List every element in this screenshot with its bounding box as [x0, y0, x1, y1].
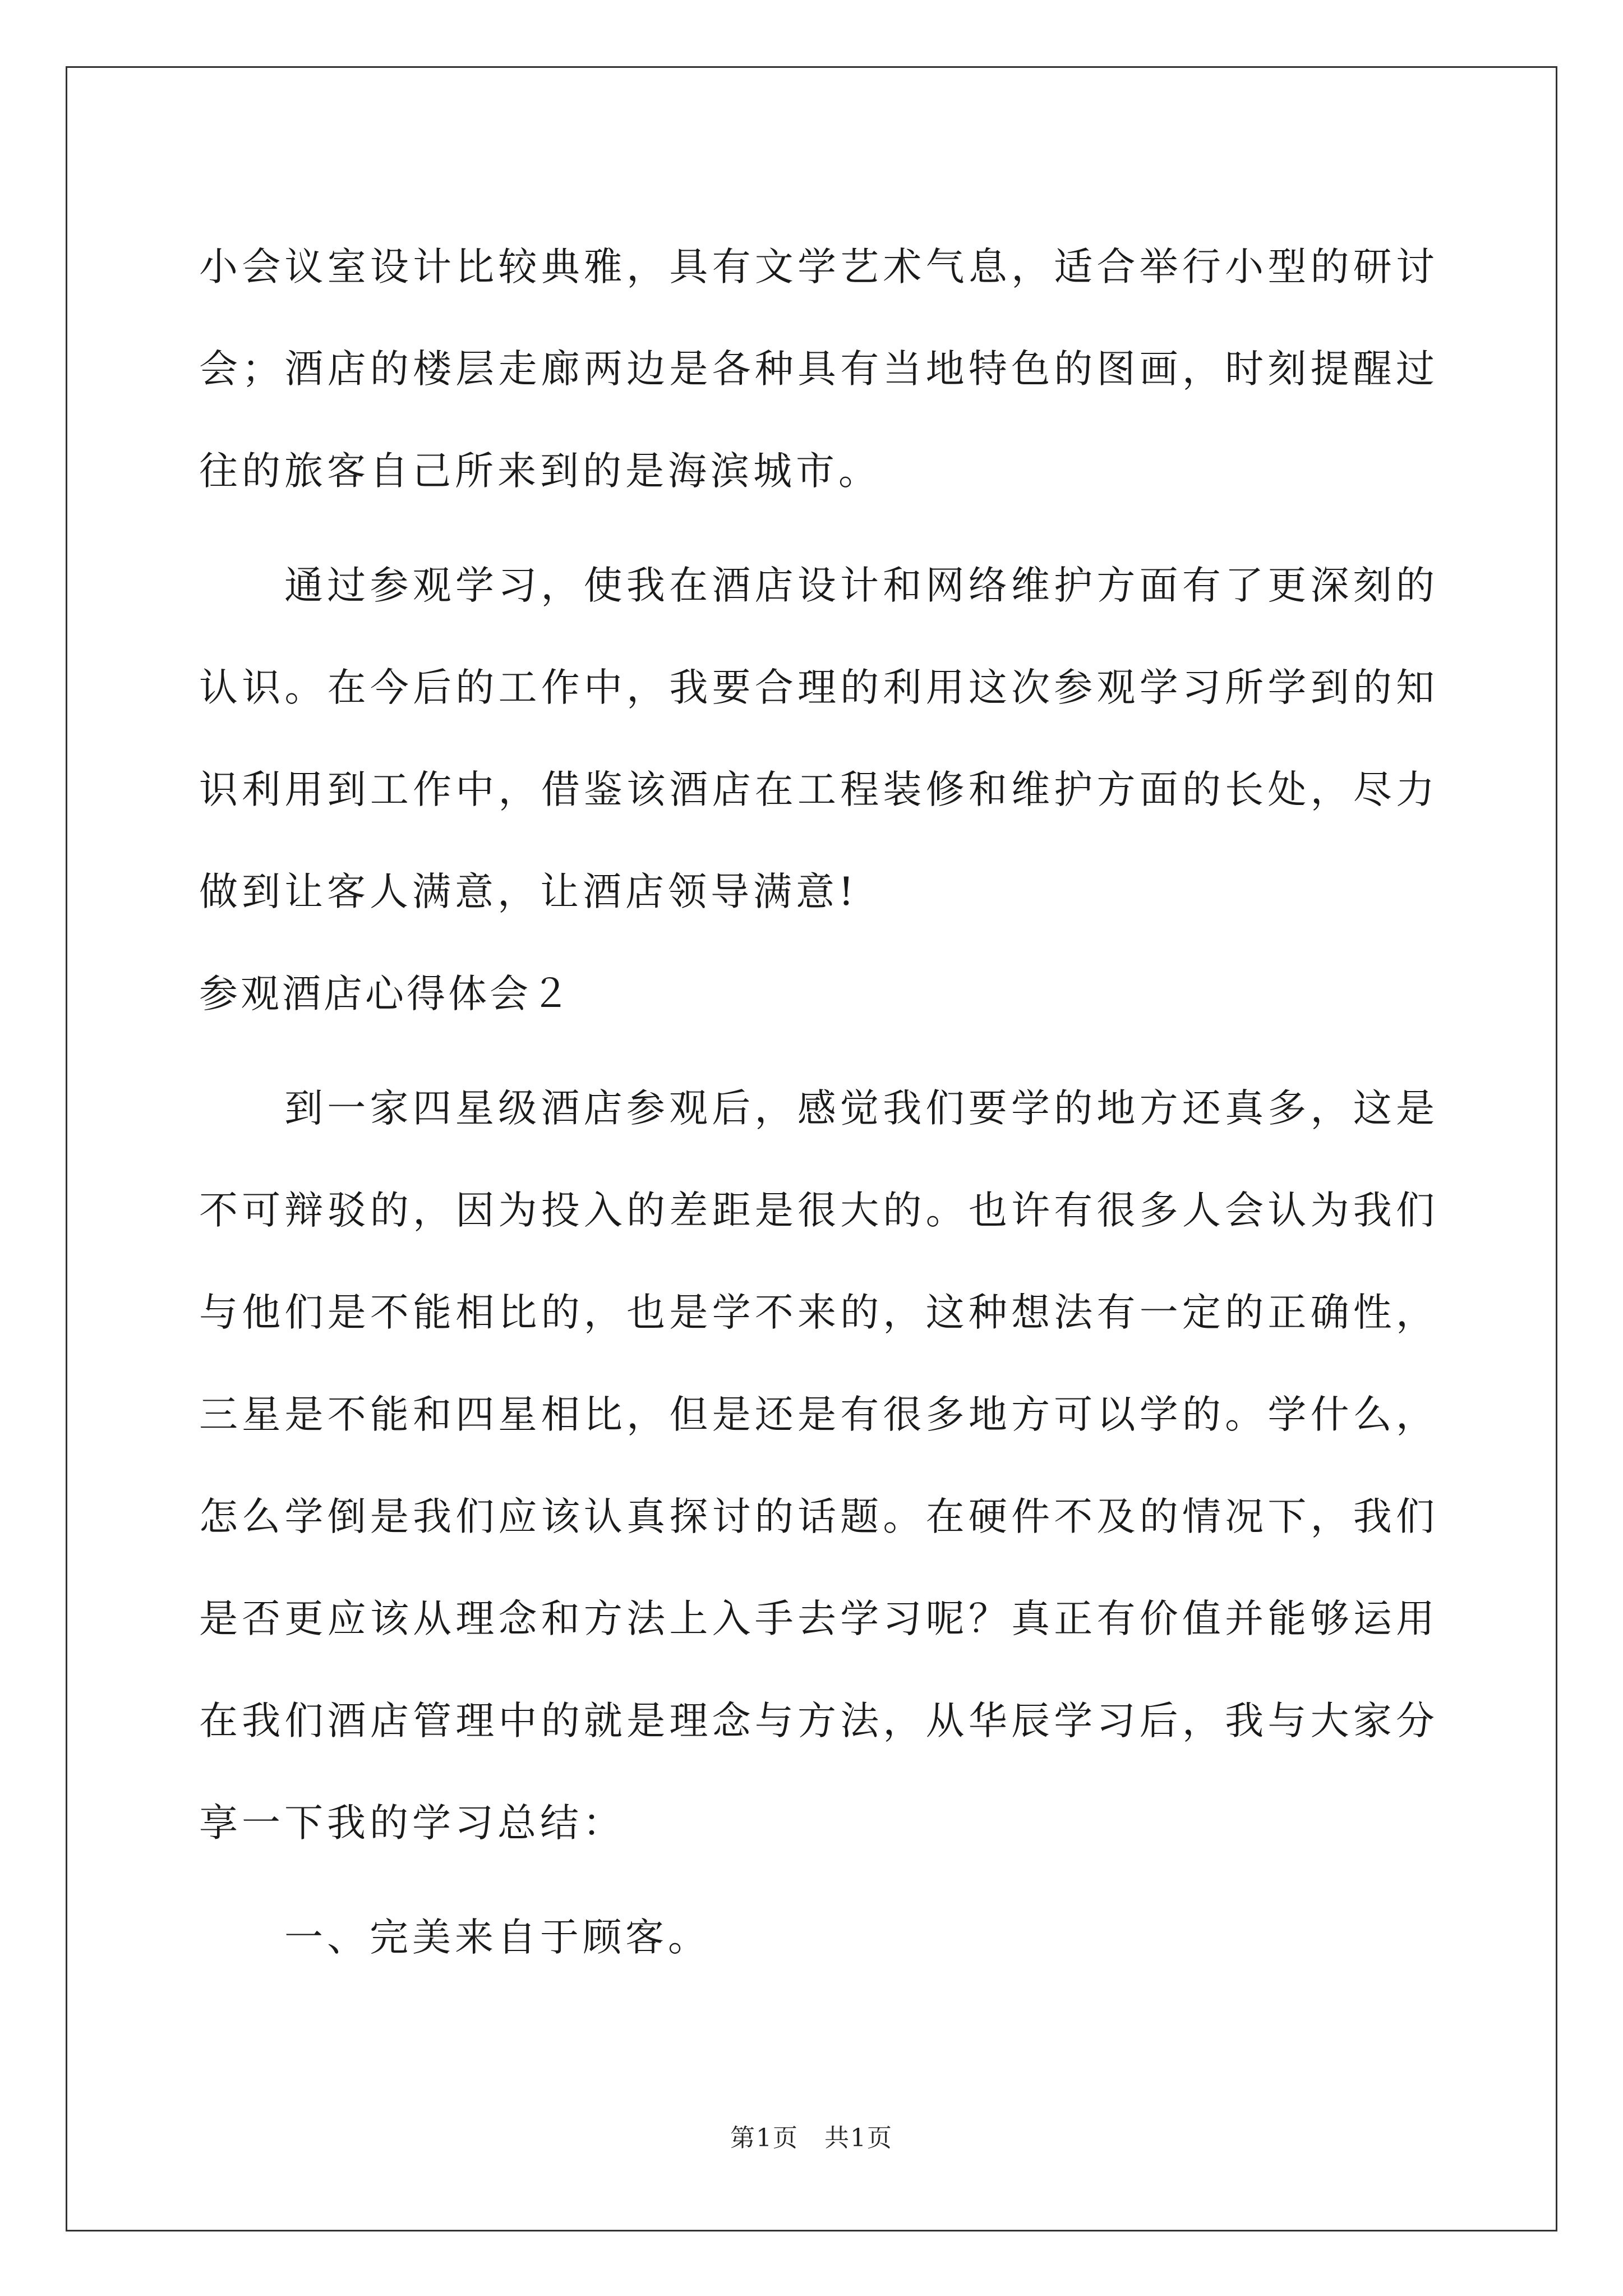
paragraph-gap [199, 522, 1438, 535]
paragraph-gap [199, 1045, 1438, 1057]
paragraph-1: 小会议室设计比较典雅，具有文学艺术气息，适合举行小型的研讨会；酒店的楼层走廊两边是各种具有当地特色的图画，时刻提醒过往的旅客自己所来到的是海滨城市。 [199, 245, 1438, 494]
paragraph-gap [199, 1874, 1438, 1887]
document-body [199, 216, 1438, 1989]
paragraph-2: 通过参观学习，使我在酒店设计和网络维护方面有了更深刻的认识。在今后的工作中，我要合理的利用这次参观学习所学到的知识利用到工作中，借鉴该酒店在工程装修和维护方面的长处，尽力做到让客人满意，让酒店领导满意! [199, 563, 1438, 914]
page-number-footer: 第1页 共1页 [730, 2124, 893, 2152]
paragraph-4: 一、完美来自于顾客。 [284, 1915, 711, 1960]
paragraph-3: 到一家四星级酒店参观后，感觉我们要学的地方还真多，这是不可辩驳的，因为投入的差距是很大的。也许有很多人会认为我们与他们是不能相比的，也是学不来的，这种想法有一定的正确性，三星是不能和四星相比，但是还是有很多地方可以学的。学什么，怎么学倒是我们应该认真探讨的话题。在硬件不及的情况下，我们是否更应该从理念和方法上入手去学习呢？真正有价值并能够运用在我们酒店管理中的就是理念与方法，从华辰学习后，我与大家分享一下我的学习总结： [199, 1086, 1438, 1846]
section-heading: 参观酒店心得体会２ [199, 972, 573, 1016]
